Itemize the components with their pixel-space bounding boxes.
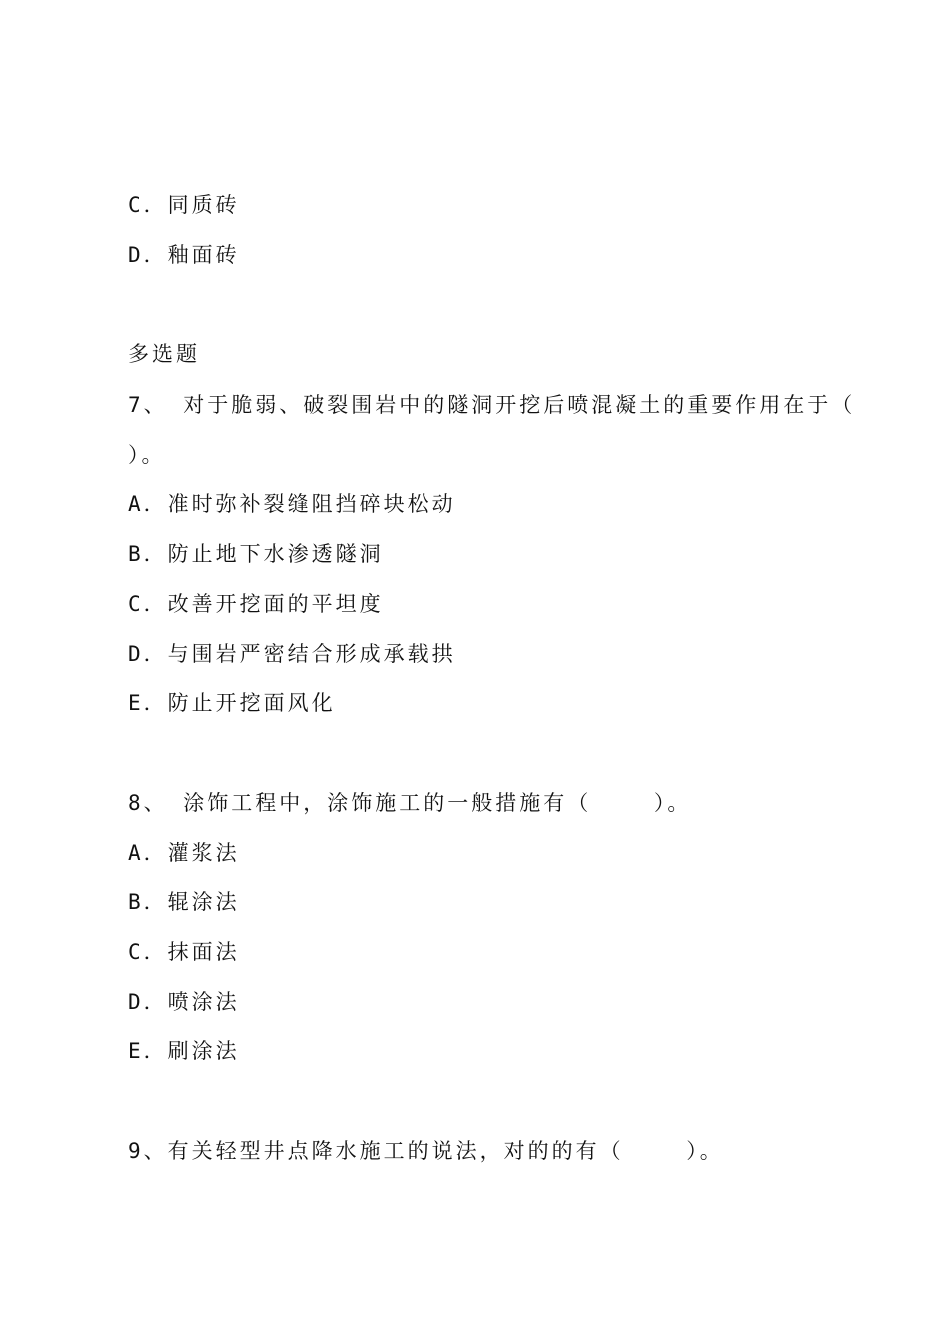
q8-option-b: B．辊涂法: [128, 890, 240, 914]
q8-stem: 8、 涂饰工程中，涂饰施工的一般措施有（ ）。: [128, 791, 692, 815]
q8-option-e: E．刷涂法: [128, 1039, 240, 1063]
q7-stem-line2: ）。: [128, 443, 166, 467]
q6-option-d: D．釉面砖: [128, 243, 240, 267]
section-title: 多选题: [128, 342, 200, 366]
q7-stem-line1: 7、 对于脆弱、破裂围岩中的隧洞开挖后喷混凝土的重要作用在于（: [128, 393, 856, 417]
q7-option-c: C．改善开挖面的平坦度: [128, 592, 384, 616]
q8-option-c: C．抹面法: [128, 940, 240, 964]
q7-option-e: E．防止开挖面风化: [128, 691, 336, 715]
q7-option-d: D．与围岩严密结合形成承载拱: [128, 642, 456, 666]
q9-stem: 9、有关轻型井点降水施工的说法，对的的有（ ）。: [128, 1139, 724, 1163]
q6-option-c: C．同质砖: [128, 193, 240, 217]
q7-option-a: A．准时弥补裂缝阻挡碎块松动: [128, 492, 456, 516]
q7-option-b: B．防止地下水渗透隧洞: [128, 542, 384, 566]
q8-option-d: D．喷涂法: [128, 990, 240, 1014]
q8-option-a: A．灌浆法: [128, 841, 240, 865]
